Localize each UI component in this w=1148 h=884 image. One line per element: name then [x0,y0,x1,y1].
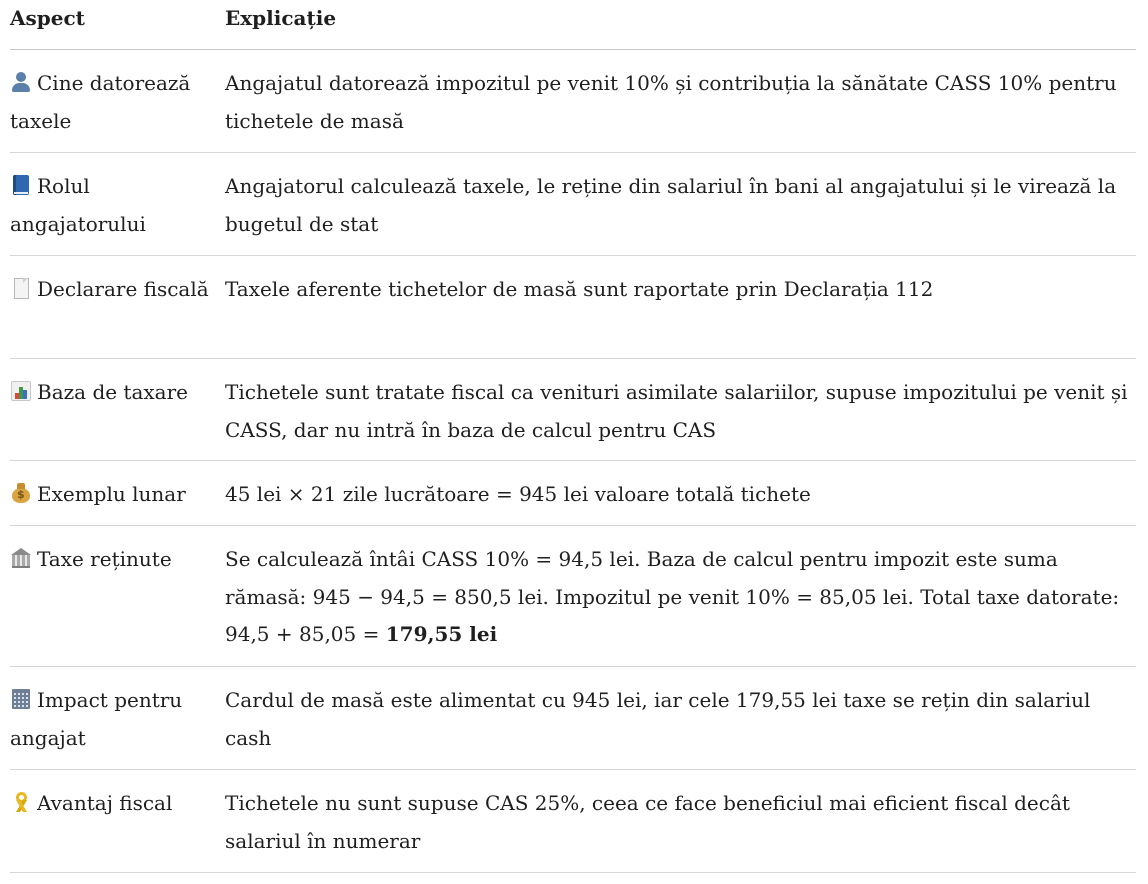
table-header [10,0,1136,50]
table-row [10,153,1136,256]
aspect-cell [10,271,225,358]
aspect-cell [10,476,225,525]
aspect-label: Taxe reținute [37,547,172,571]
total-amount: 179,55 lei [385,622,498,646]
ribbon-icon [10,791,32,813]
explanation-cell: 45 lei × 21 zile lucrătoare = 945 lei valoare totală tichete [225,482,811,506]
aspect-label: Avantaj fiscal [37,791,173,815]
aspect-cell [10,374,225,460]
explanation-cell [225,541,1136,666]
person-icon [10,71,32,93]
explanation-cell: Taxele aferente tichetelor de masă sunt raportate prin Declarația 112 [225,277,934,301]
table-row [10,256,1136,359]
aspect-cell [10,785,225,872]
blue-book-icon [10,174,32,196]
aspect-label: Rolul angajatorului [10,174,146,236]
header-aspect: Aspect [10,6,85,30]
explanation-text: Se calculează întâi CASS 10% = 94,5 lei. Baza de calcul pentru impozit este suma rămasă: 945 − 94,5 = 850,5 lei. Impozitul pe venit 10% = 85,05 lei. Total taxe datorate: 94,5 + 85,05 = [225,547,1120,646]
page-icon [10,277,32,299]
table-row [10,359,1136,461]
aspect-cell [10,682,225,769]
table-row [10,770,1136,873]
bar-chart-icon [10,380,32,402]
office-building-icon [10,688,32,710]
explanation-cell: Tichetele sunt tratate fiscal ca venituri asimilate salariilor, supuse impozitului pe venit și CASS, dar nu intră în baza de calcul pentru CAS [225,380,1128,442]
header-explanation: Explicație [225,6,337,30]
explanation-cell: Tichetele nu sunt supuse CAS 25%, ceea ce face beneficiul mai eficient fiscal decât salariul în numerar [225,791,1070,853]
explanation-table [10,0,1136,873]
table-row [10,526,1136,667]
money-bag-icon [10,482,32,504]
aspect-cell [10,168,225,255]
aspect-label: Baza de taxare [37,380,188,404]
bank-icon [10,547,32,569]
aspect-label: Exemplu lunar [37,482,186,506]
table-row [10,667,1136,770]
explanation-cell: Angajatul datorează impozitul pe venit 10% și contribuția la sănătate CASS 10% pentru tichetele de masă [225,71,1117,133]
aspect-label: Declarare fiscală [37,277,209,301]
aspect-cell [10,65,225,152]
explanation-cell: Cardul de masă este alimentat cu 945 lei, iar cele 179,55 lei taxe se rețin din salariul cash [225,688,1091,750]
table-row [10,50,1136,153]
aspect-label: Impact pentru angajat [10,688,183,750]
aspect-label: Cine datorează taxele [10,71,191,133]
table-row [10,461,1136,526]
aspect-cell [10,541,225,666]
explanation-cell: Angajatorul calculează taxele, le reține din salariul în bani al angajatului și le virează la bugetul de stat [225,174,1117,236]
